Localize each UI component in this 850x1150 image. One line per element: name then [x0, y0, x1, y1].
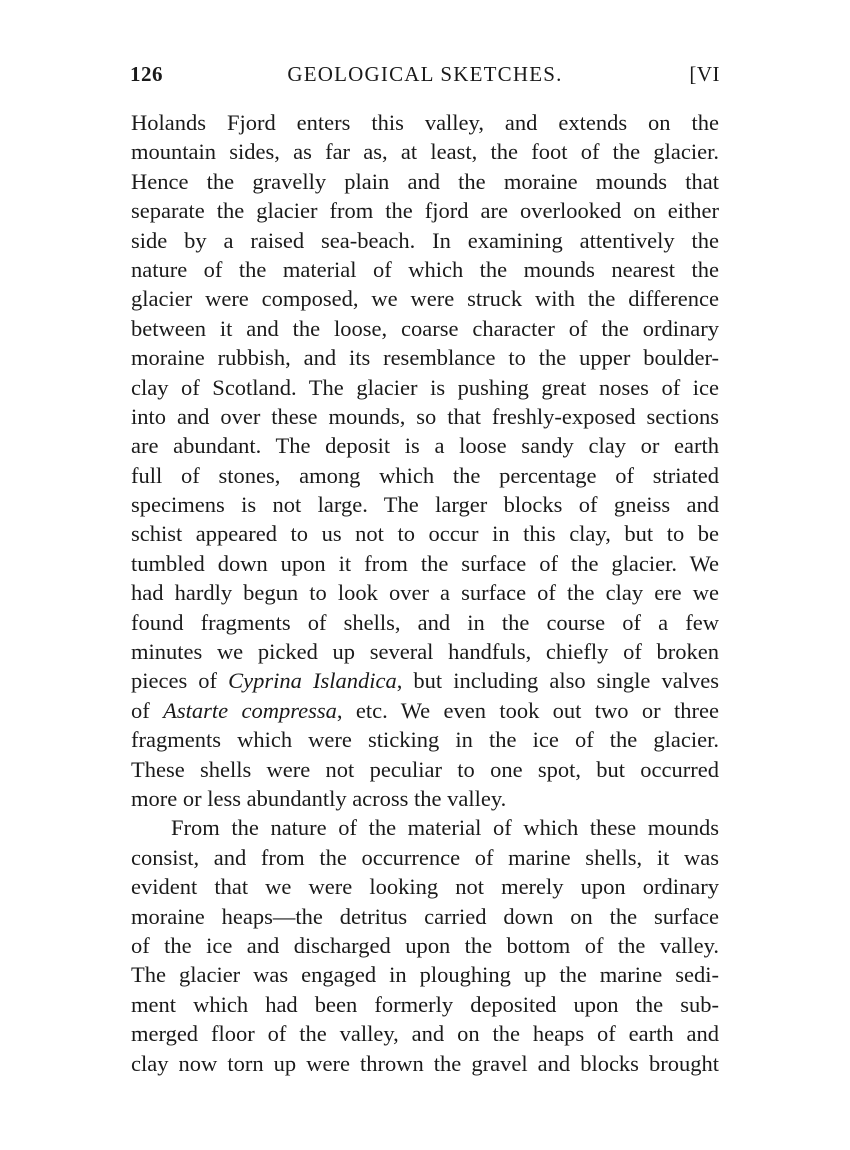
text-line: glacier were composed, we were struck with the difference	[131, 286, 719, 312]
text-line: The glacier was engaged in ploughing up the marine sedi-	[131, 962, 719, 988]
page-number: 126	[130, 62, 163, 86]
text-line: found fragments of shells, and in the course of a few	[131, 609, 719, 635]
text-line: between it and the loose, coarse character of the ordinary	[131, 315, 719, 341]
text-line: had hardly begun to look over a surface of the clay ere we	[131, 580, 719, 606]
text-line: nature of the material of which the mounds nearest the	[131, 256, 719, 282]
text-line: Holands Fjord enters this valley, and extends on the	[131, 110, 719, 135]
text-line: merged floor of the valley, and on the heaps of earth and	[131, 1021, 719, 1047]
chapter-marker: [VI	[689, 62, 720, 86]
text-line: From the nature of the material of which these mounds	[171, 815, 719, 841]
species-name: Astarte compressa	[163, 697, 337, 723]
text-line: moraine rubbish, and its resemblance to the upper boulder-	[131, 345, 719, 371]
text-line: These shells were not peculiar to one spot, but occurred	[131, 756, 719, 782]
text-line: consist, and from the occurrence of marine shells, it was	[131, 844, 719, 870]
text-line: Hence the gravelly plain and the moraine mounds that	[131, 168, 719, 194]
text-line: specimens is not large. The larger blocks of gneiss and	[131, 492, 719, 518]
text-line: of the ice and discharged upon the bottom of the valley.	[131, 932, 719, 958]
text-line: separate the glacier from the fjord are overlooked on either	[131, 198, 719, 224]
text-line: schist appeared to us not to occur in this clay, but to be	[131, 521, 719, 547]
text-line: evident that we were looking not merely upon ordinary	[131, 874, 719, 900]
paragraph	[131, 108, 719, 813]
text-line: of Astarte compressa, etc. We even took out two or three	[131, 697, 719, 723]
paragraph	[131, 813, 719, 1078]
text-line: more or less abundantly across the valley.	[131, 785, 507, 811]
text-line: ment which had been formerly deposited upon the sub-	[131, 991, 719, 1017]
text-line: clay now torn up were thrown the gravel and blocks brought	[131, 1050, 719, 1076]
body-text	[131, 108, 719, 1078]
text-line: minutes we picked up several handfuls, chiefly of broken	[131, 639, 719, 665]
text-line: into and over these mounds, so that freshly-exposed sections	[131, 403, 719, 429]
text-line: fragments which were sticking in the ice of the glacier.	[131, 727, 719, 753]
text-line: full of stones, among which the percentage of striated	[131, 462, 719, 488]
running-title: GEOLOGICAL SKETCHES.	[287, 62, 563, 86]
text-line: clay of Scotland. The glacier is pushing great noses of ice	[131, 374, 719, 400]
text-line: mountain sides, as far as, at least, the foot of the glacier.	[131, 139, 719, 165]
text-line: tumbled down upon it from the surface of the glacier. We	[131, 550, 719, 576]
species-name: Cyprina Islandica	[228, 668, 397, 694]
text-line: pieces of Cyprina Islandica, but including also single valves	[131, 668, 719, 694]
text-line: side by a raised sea-beach. In examining attentively the	[131, 227, 719, 253]
text-line: moraine heaps—the detritus carried down on the surface	[131, 903, 719, 929]
running-head	[130, 62, 720, 92]
text-line: are abundant. The deposit is a loose sandy clay or earth	[131, 433, 719, 459]
